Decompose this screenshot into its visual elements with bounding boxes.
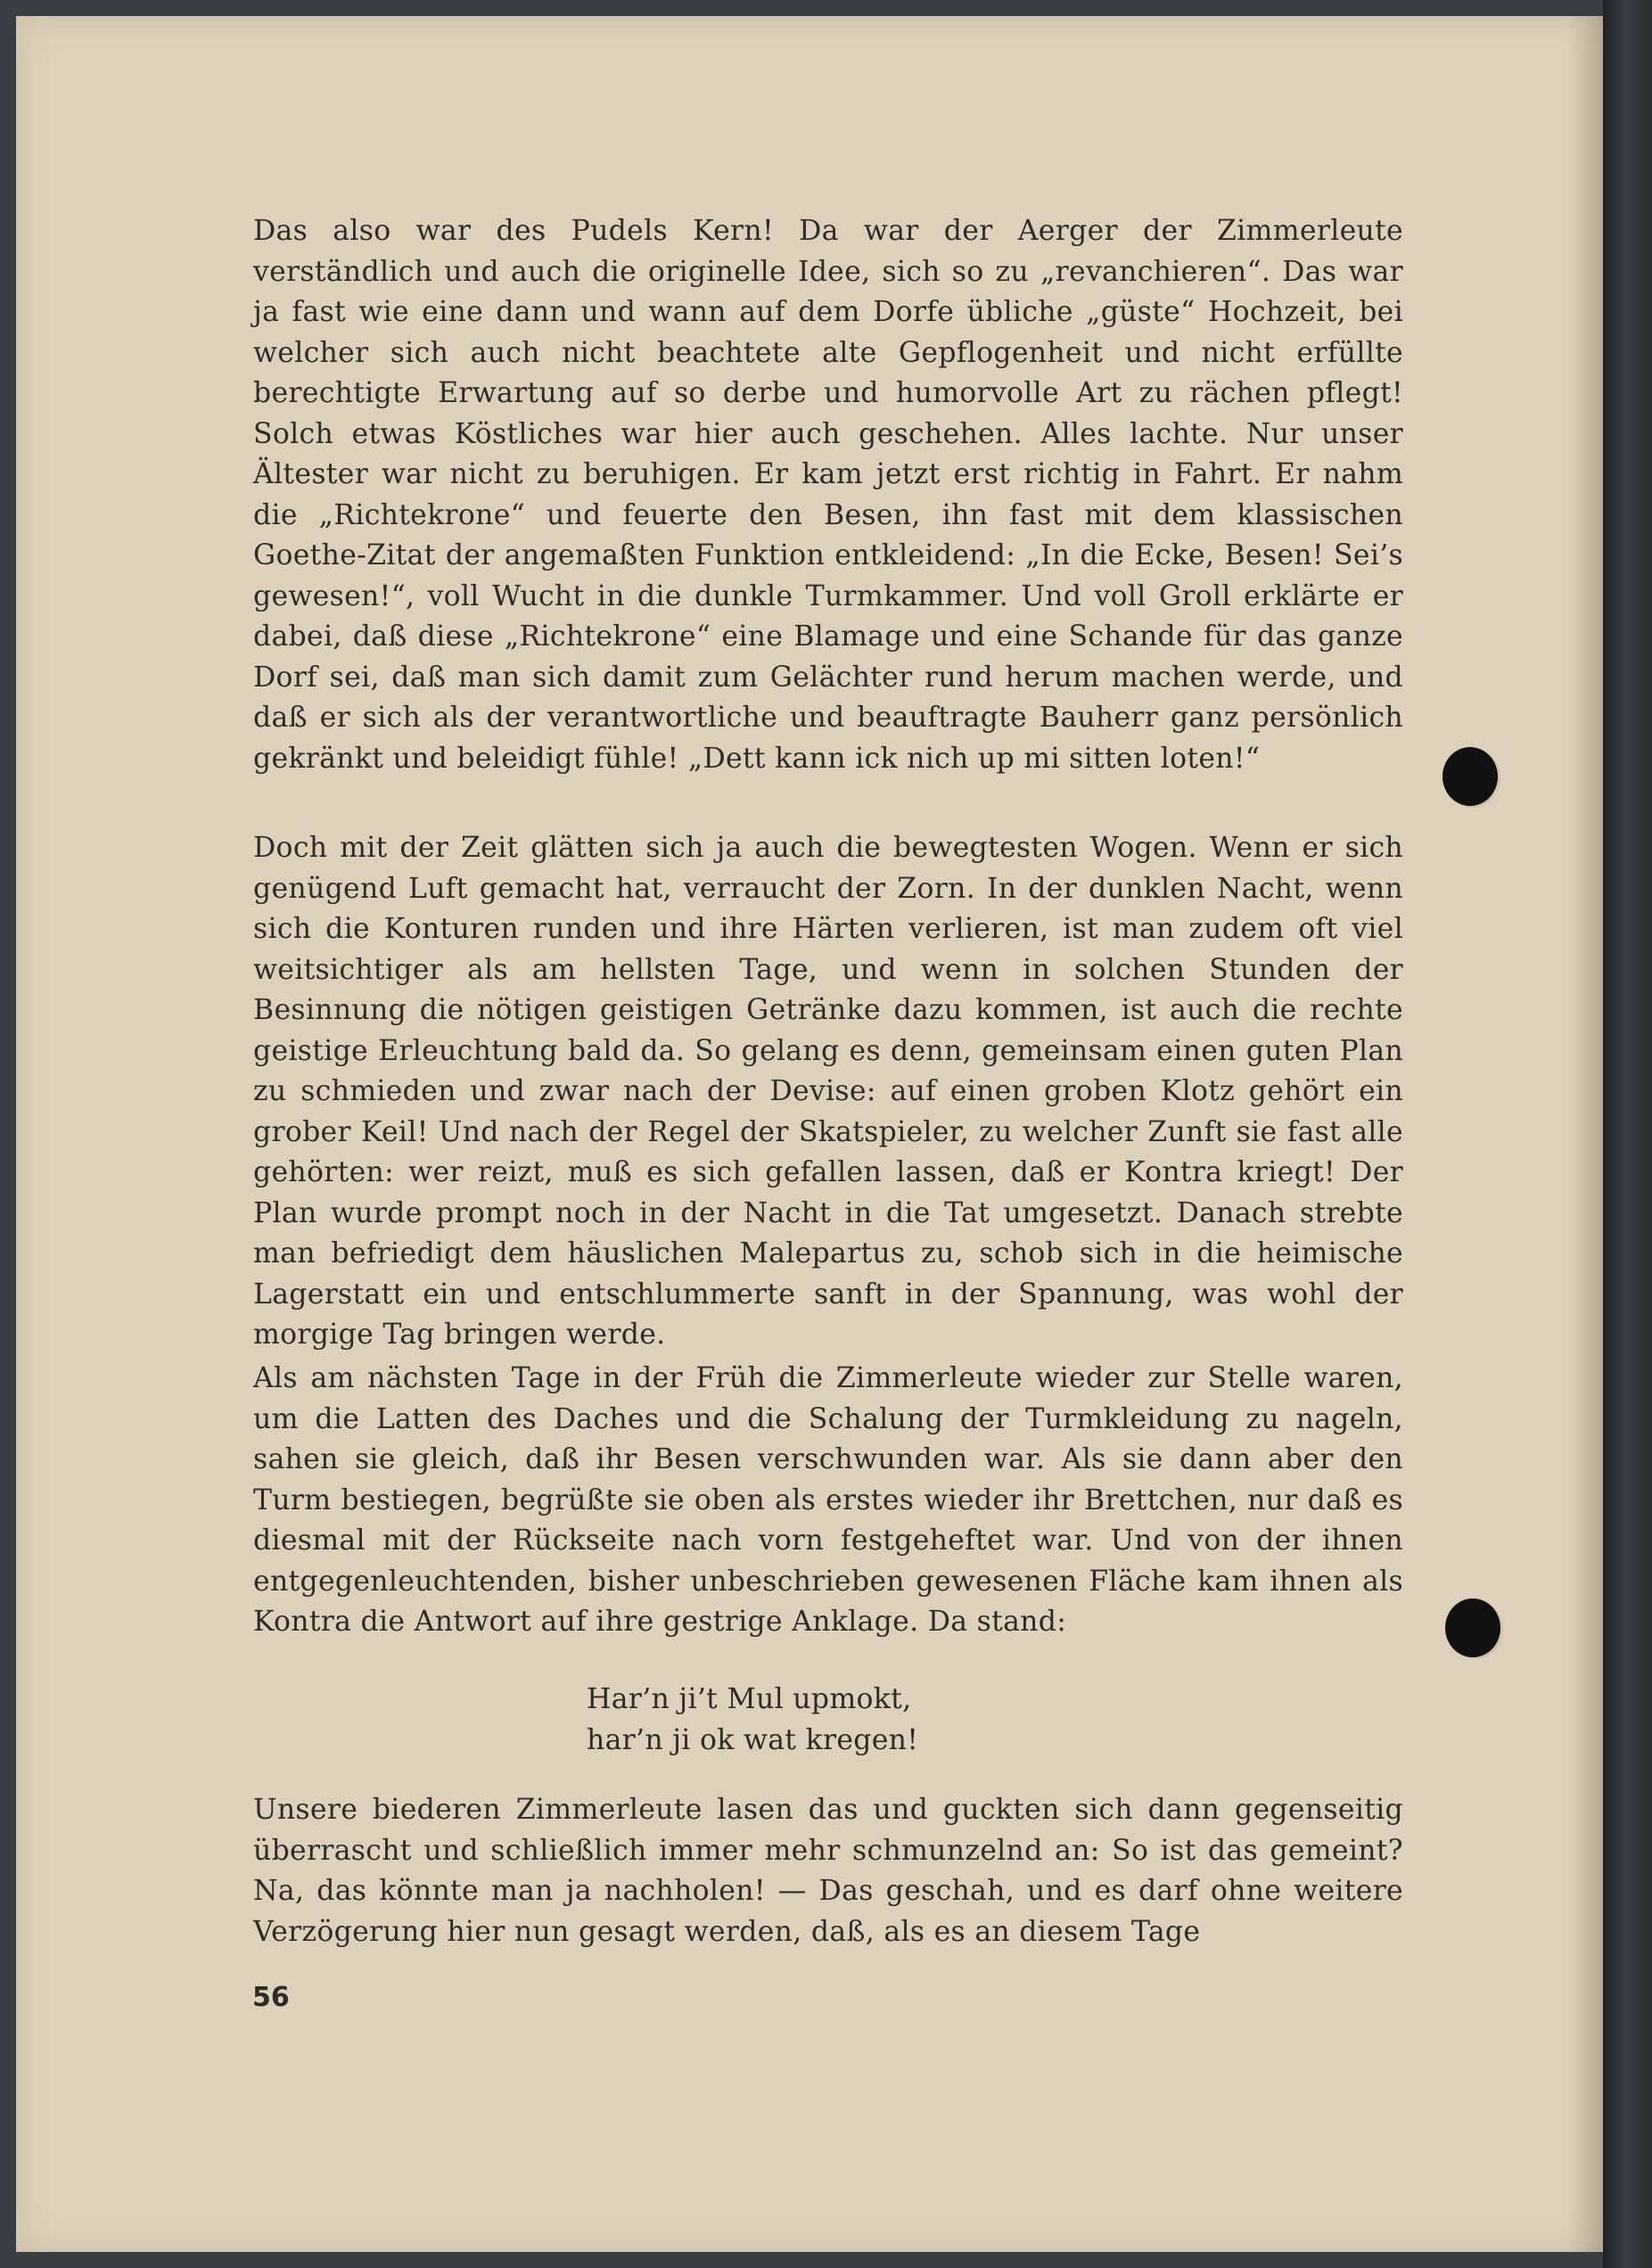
paragraph-3: Als am nächsten Tage in der Früh die Zimmerleute wieder zur Stelle waren, um die Latten des Daches und die Schalung der Turmkleidung zu nageln, sahen sie gleich, daß ihr Besen verschwunden war. Als sie dann aber den Turm bestiegen, begrüßte sie oben als erstes wieder ihr Brettchen, nur daß es diesmal mit der Rückseite nach vorn festgeheftet war. Und von der ihnen entgegenleuchtenden, bisher unbeschrieben gewesenen Fläche kam ihnen als Kontra die Antwort auf ihre gestrige Anklage. Da stand: [253,1362,1403,1638]
verse-quote [587,1680,918,1761]
punch-hole [1442,747,1498,806]
book-spine [1603,0,1652,2268]
paragraph-4: Unsere biederen Zimmerleute lasen das und guckten sich dann gegenseitig überrascht und schließlich immer mehr schmunzelnd an: So ist das gemeint? Na, das könnte man ja nachholen! — Das geschah, und es darf ohne weitere Verzögerung hier nun gesagt werden, daß, als es an diesem Tage [253,1794,1403,1948]
verse-line-2: har’n ji ok wat kregen! [587,1723,919,1756]
verse-line-1: Har’n ji’t Mul upmokt, [587,1683,912,1715]
paragraph-1: Das also war des Pudels Kern! Da war der Aerger der Zimmerleute verständlich und auch die originelle Idee, sich so zu „revanchieren“. Das war ja fast wie eine dann und wann auf dem Dorfe übliche „güste“ Hochzeit, bei welcher sich auch nicht beachtete alte Gepflogenheit und nicht erfüllte berechtigte Erwartung auf so derbe und humorvolle Art zu rächen pflegt! Solch etwas Köstliches war hier auch geschehen. Alles lachte. Nur unser Ältester war nicht zu beruhigen. Er kam jetzt erst richtig in Fahrt. Er nahm die „Richtekrone“ und feuerte den Besen, ihn fast mit dem klassischen Goethe-Zitat der angemaßten Funktion entkleidend: „In die Ecke, Besen! Sei’s gewesen!“, voll Wucht in die dunkle Turmkammer. Und voll Groll erklärte er dabei, daß diese „Richtekrone“ eine Blamage und eine Schande für das ganze Dorf sei, daß man sich damit zum Gelächter rund herum machen werde, und daß er sich als der verantwortliche und beauftragte Bauherr ganz persönlich gekränkt und beleidigt fühle! „Dett kann ick nich up mi sitten loten!“ [253,215,1403,775]
page-number: 56 [252,1982,290,2013]
punch-hole [1445,1598,1500,1657]
paragraph-2: Doch mit der Zeit glätten sich ja auch die bewegtesten Wogen. Wenn er sich genügend Luft gemacht hat, verraucht der Zorn. In der dunklen Nacht, wenn sich die Konturen runden und ihre Härten verlieren, ist man zudem oft viel weitsichtiger als am hellsten Tage, und wenn in solchen Stunden der Besinnung die nötigen geistigen Getränke dazu kommen, ist auch die rechte geistige Erleuchtung bald da. So gelang es denn, gemeinsam einen guten Plan zu schmieden und zwar nach der Devise: auf einen groben Klotz gehört ein grober Keil! Und nach der Regel der Skatspieler, zu welcher Zunft sie fast alle gehörten: wer reizt, muß es sich gefallen lassen, daß er Kontra kriegt! Der Plan wurde prompt noch in der Nacht in die Tat umgesetzt. Danach strebte man befriedigt dem häuslichen Malepartus zu, schob sich in die heimische Lagerstatt ein und entschlummerte sanft in der Spannung, was wohl der morgige Tag bringen werde. [253,832,1403,1351]
